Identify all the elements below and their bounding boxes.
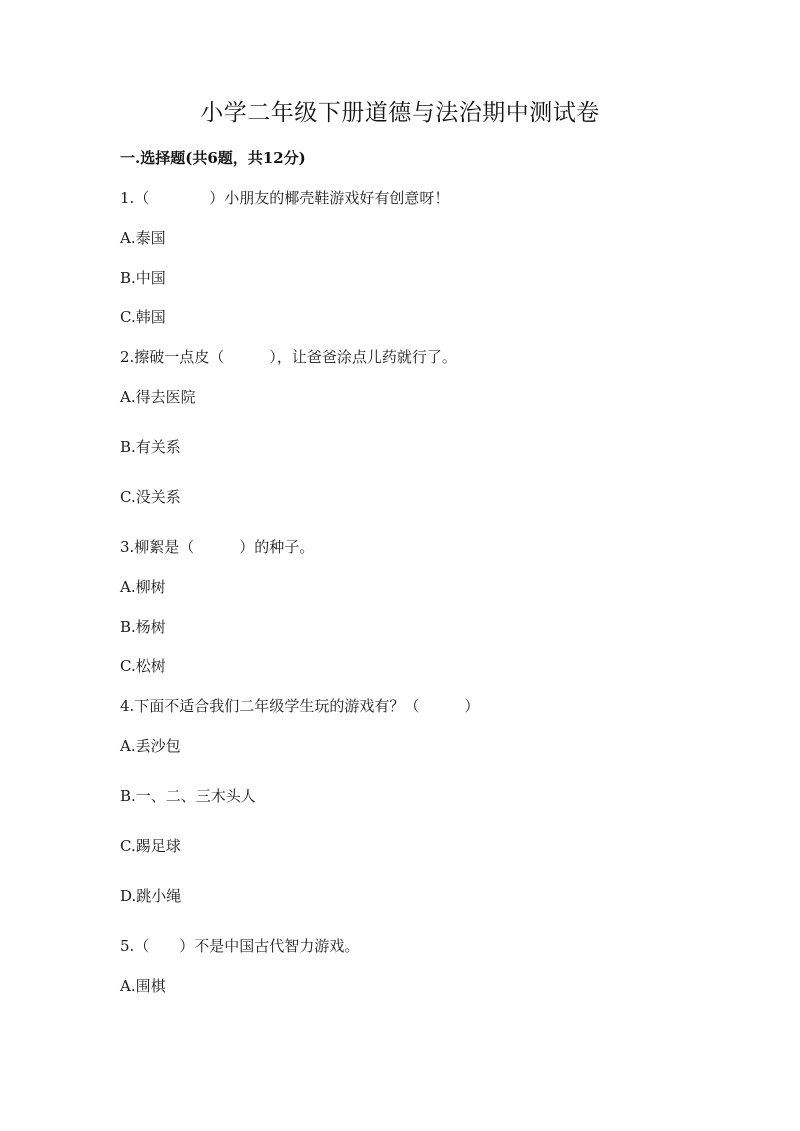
- question-3-option-a: A.柳树: [120, 578, 166, 596]
- question-4-option-a: A.丢沙包: [120, 737, 181, 755]
- section-heading: 一.选择题(共6题，共12分): [120, 149, 306, 167]
- question-3-stem: 3.柳絮是（ ）的种子。: [120, 538, 315, 556]
- question-1-stem: 1.（ ）小朋友的椰壳鞋游戏好有创意呀！: [120, 189, 450, 207]
- question-4-option-b: B.一、二、三木头人: [120, 787, 256, 805]
- question-3-option-b: B.杨树: [120, 618, 166, 636]
- question-1-option-b: B.中国: [120, 269, 166, 287]
- page-title: 小学二年级下册道德与法治期中测试卷: [200, 100, 600, 126]
- question-2-option-a: A.得去医院: [120, 388, 196, 406]
- question-5-option-a: A.围棋: [120, 977, 166, 995]
- question-4-option-d: D.跳小绳: [120, 887, 182, 905]
- question-2-stem: 2.擦破一点皮（ ），让爸爸涂点儿药就行了。: [120, 348, 457, 366]
- question-2-option-b: B.有关系: [120, 438, 181, 456]
- question-2-option-c: C.没关系: [120, 488, 181, 506]
- question-1-option-a: A.泰国: [120, 229, 166, 247]
- question-1-option-c: C.韩国: [120, 308, 166, 326]
- question-4-stem: 4.下面不适合我们二年级学生玩的游戏有？（ ）: [120, 697, 480, 715]
- question-4-option-c: C.踢足球: [120, 837, 181, 855]
- question-5-stem: 5.（ ）不是中国古代智力游戏。: [120, 937, 360, 955]
- question-3-option-c: C.松树: [120, 657, 166, 675]
